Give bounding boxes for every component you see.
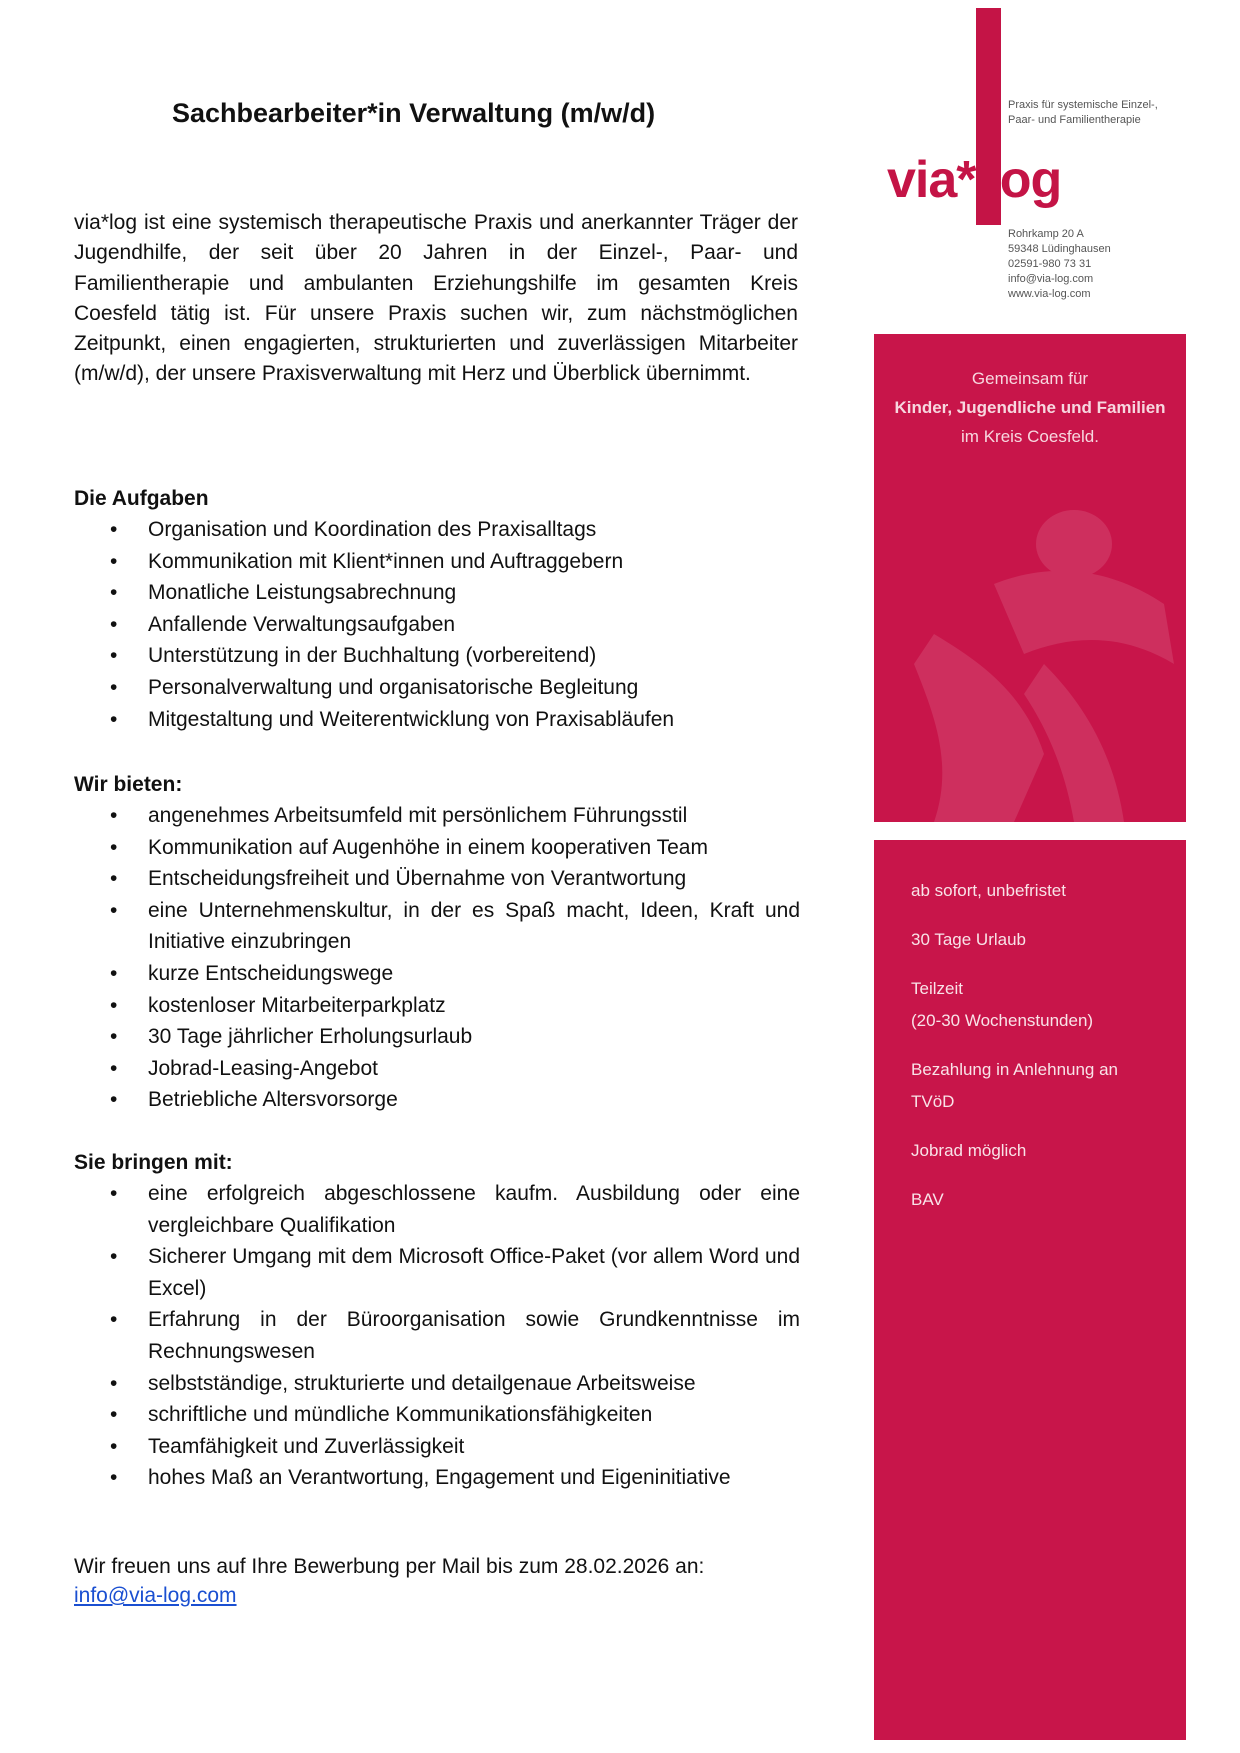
list-item: • selbstständige, strukturierte und detailgenaue Arbeitsweise: [74, 1368, 800, 1400]
list-item: • Unterstützung in der Buchhaltung (vorbereitend): [74, 640, 800, 672]
tasks-section: [74, 484, 800, 735]
fact-item: Jobrad möglich: [911, 1141, 1027, 1160]
tagline: Gemeinsam für Kinder, Jugendliche und Familien im Kreis Coesfeld.: [894, 369, 1166, 446]
closing-text: Wir freuen uns auf Ihre Bewerbung per Mail bis zum 28.02.2026 an:: [74, 1555, 705, 1578]
intro-paragraph: via*log ist eine systemisch therapeutische Praxis und anerkannter Träger der Jugendhilfe, der seit über 20 Jahren in der Einzel-, Paar- und Familientherapie und ambulanten Erziehungshilfe im gesamten Kreis Coesfeld tätig ist. Für unsere Praxis suchen wir, zum nächstmöglichen Zeitpunkt, einen engagierten, strukturierten und zuverlässigen Mitarbeiter (m/w/d), der unsere Praxisverwaltung mit Herz und Überblick übernimmt.: [74, 211, 798, 386]
list-item: • Monatliche Leistungsabrechnung: [74, 577, 800, 609]
tasks-list: [74, 514, 800, 735]
list-item: • Teamfähigkeit und Zuverlässigkeit: [74, 1431, 800, 1463]
fact-item: Bezahlung in Anlehnung an TVöD: [911, 1060, 1119, 1111]
email-link[interactable]: info@via-log.com: [74, 1584, 237, 1607]
requirements-list: [74, 1178, 800, 1494]
logo-log: log: [986, 151, 1062, 209]
list-item: • Jobrad-Leasing-Angebot: [74, 1053, 800, 1085]
list-item: • angenehmes Arbeitsumfeld mit persönlichem Führungsstil: [74, 800, 800, 832]
list-item: • Kommunikation auf Augenhöhe in einem kooperativen Team: [74, 832, 800, 864]
address-street: Rohrkamp 20 A: [1008, 228, 1084, 240]
list-item: • 30 Tage jährlicher Erholungsurlaub: [74, 1021, 800, 1053]
address-web: www.via-log.com: [1008, 288, 1091, 300]
list-item: • schriftliche und mündliche Kommunikationsfähigkeiten: [74, 1399, 800, 1431]
address-block: [1008, 227, 1111, 302]
job-title: Sachbearbeiter*in Verwaltung (m/w/d): [172, 98, 656, 128]
list-item: • Sicherer Umgang mit dem Microsoft Office-Paket (vor allem Word und Excel): [74, 1241, 800, 1304]
facts-panel: [874, 840, 1186, 1740]
list-item: • Personalverwaltung und organisatorische Begleitung: [74, 672, 800, 704]
list-item: • Entscheidungsfreiheit und Übernahme von Verantwortung: [74, 863, 800, 895]
practice-subtitle: Praxis für systemische Einzel-, Paar- und Familientherapie: [1008, 99, 1158, 126]
address-email: info@via-log.com: [1008, 273, 1094, 285]
list-item: • Betriebliche Altersvorsorge: [74, 1084, 800, 1116]
list-item: • eine erfolgreich abgeschlossene kaufm. Ausbildung oder eine vergleichbare Qualifikation: [74, 1178, 800, 1241]
facts-list: [911, 875, 1118, 1233]
closing-paragraph: [74, 1552, 800, 1610]
list-item: • Mitgestaltung und Weiterentwicklung von Praxisabläufen: [74, 704, 800, 736]
logo-star: *: [956, 151, 976, 209]
logo-via: via: [887, 151, 957, 209]
tasks-heading: Die Aufgaben: [74, 487, 209, 510]
fact-item: 30 Tage Urlaub: [911, 930, 1026, 949]
list-item: • Erfahrung in der Büroorganisation sowie Grundkenntnisse im Rechnungswesen: [74, 1304, 800, 1367]
requirements-heading: Sie bringen mit:: [74, 1151, 233, 1174]
offer-heading: Wir bieten:: [74, 773, 183, 796]
tagline-panel: [874, 334, 1186, 822]
address-phone: 02591-980 73 31: [1008, 258, 1092, 270]
fact-item: ab sofort, unbefristet: [911, 881, 1066, 900]
list-item: • kurze Entscheidungswege: [74, 958, 800, 990]
fact-item: BAV: [911, 1190, 944, 1209]
logo: [887, 150, 1061, 210]
offer-list: [74, 800, 800, 1116]
list-item: • Organisation und Koordination des Praxisalltags: [74, 514, 800, 546]
list-item: • eine Unternehmenskultur, in der es Spaß macht, Ideen, Kraft und Initiative einzubringen: [74, 895, 800, 958]
offer-section: [74, 770, 800, 1116]
list-item: • Kommunikation mit Klient*innen und Auftraggebern: [74, 546, 800, 578]
requirements-section: [74, 1148, 800, 1494]
list-item: • Anfallende Verwaltungsaufgaben: [74, 609, 800, 641]
address-city: 59348 Lüdinghausen: [1008, 243, 1111, 255]
list-item: • hohes Maß an Verantwortung, Engagement und Eigeninitiative: [74, 1462, 800, 1494]
fact-item: Teilzeit (20-30 Wochenstunden): [911, 979, 1094, 1030]
list-item: • kostenloser Mitarbeiterparkplatz: [74, 990, 800, 1022]
